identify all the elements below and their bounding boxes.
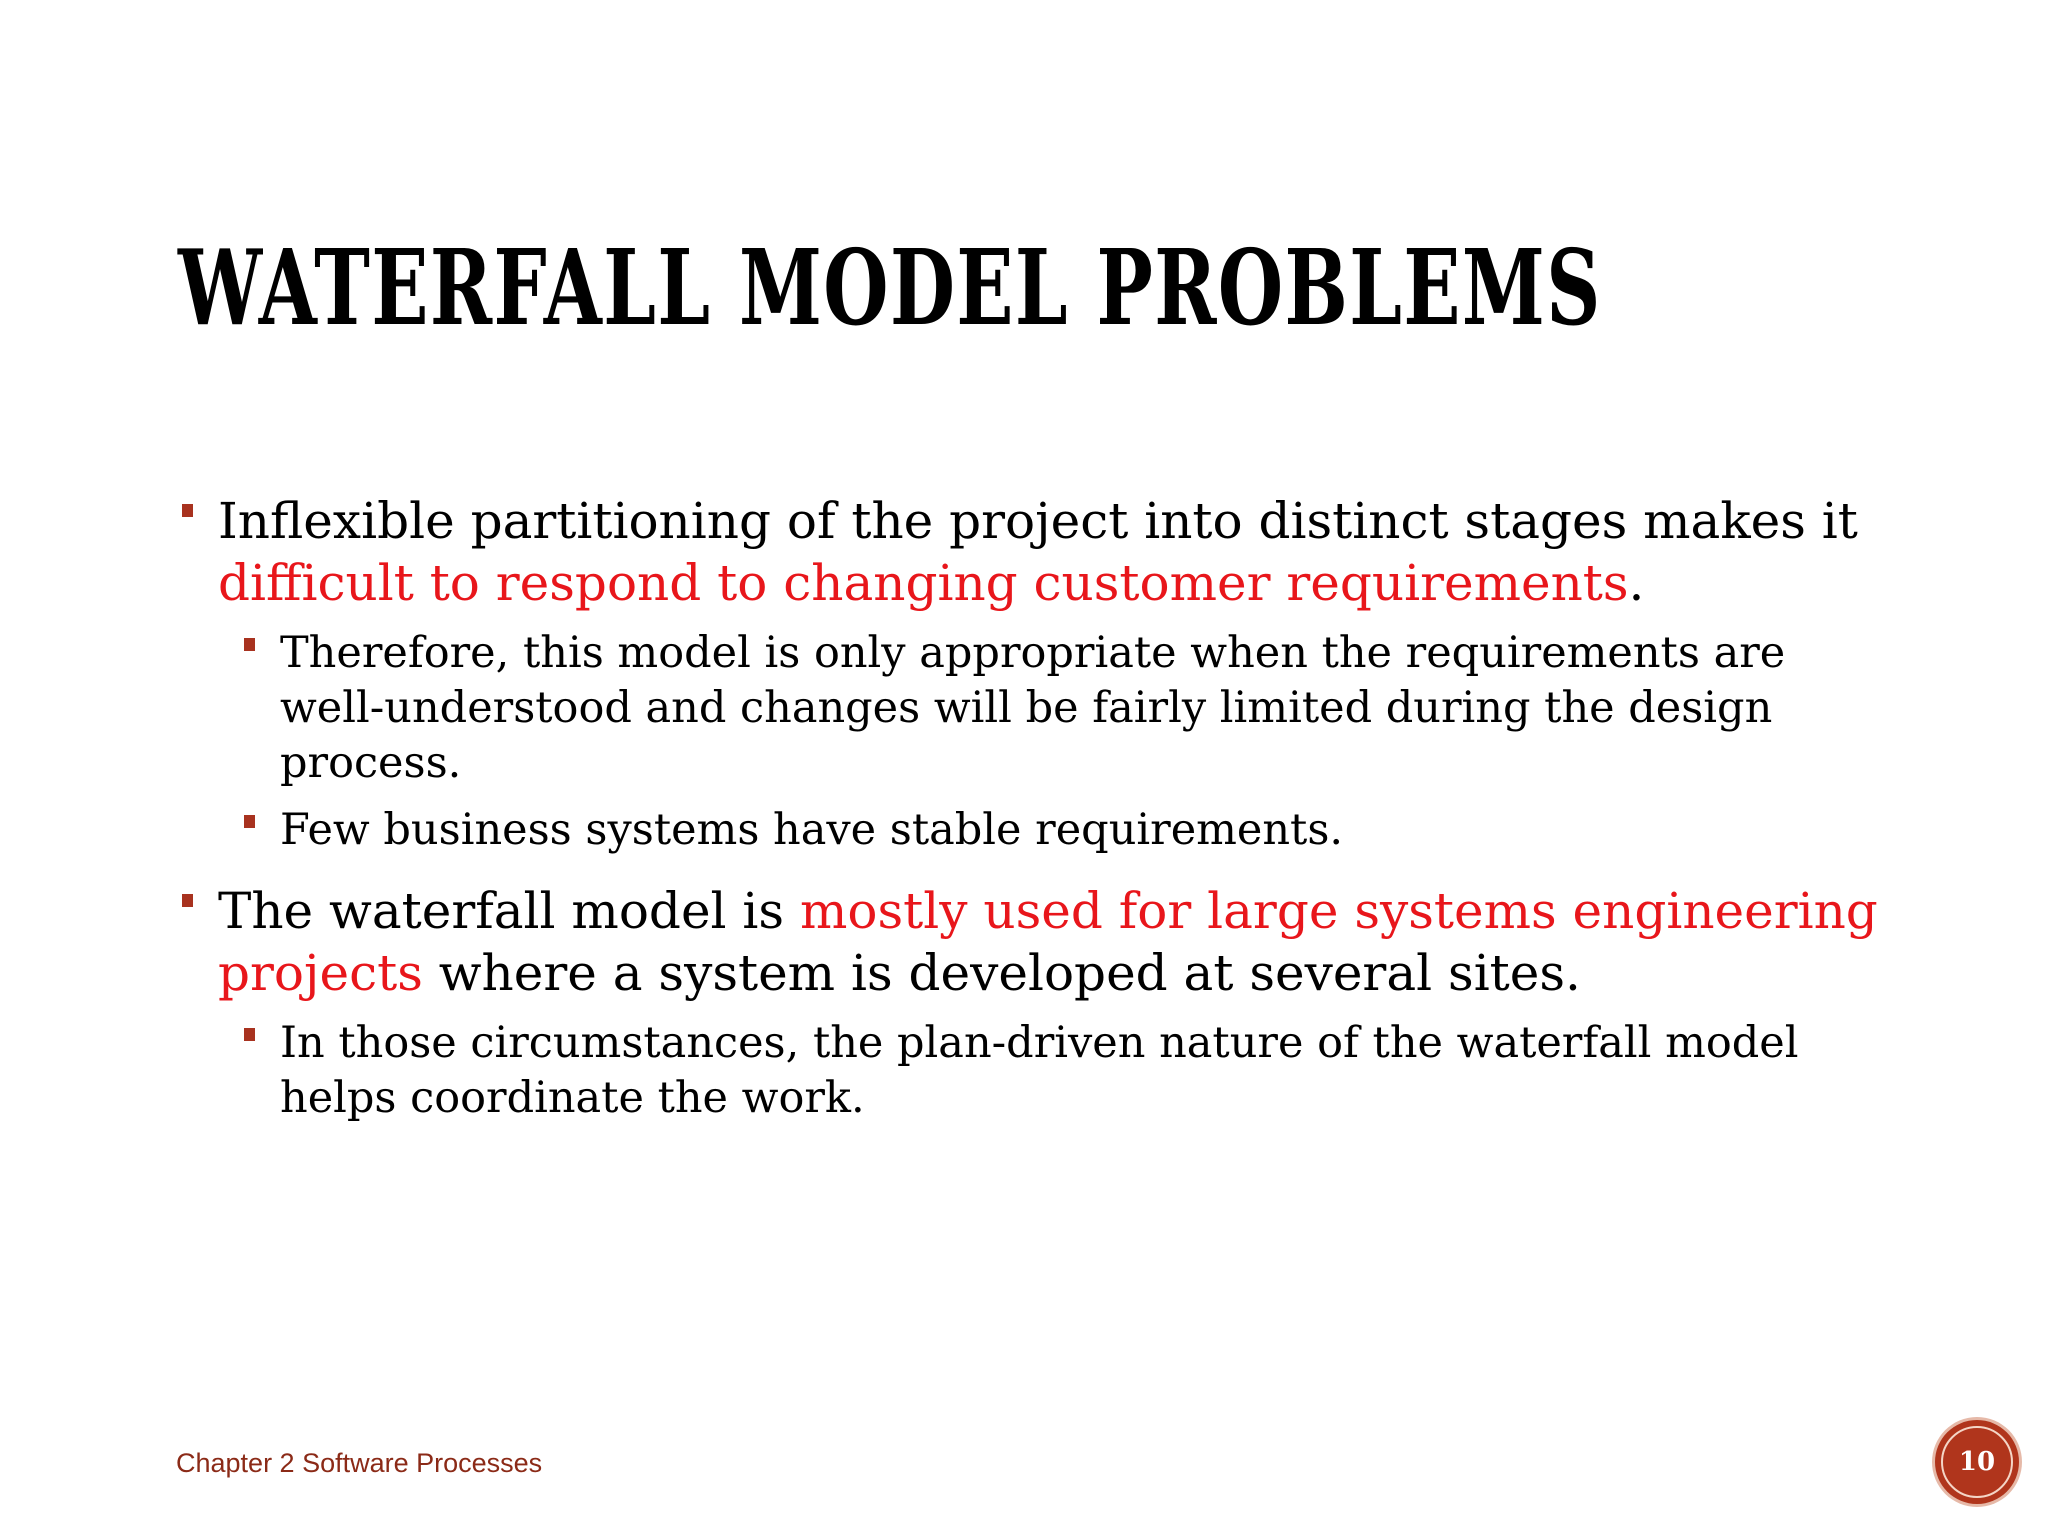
bullet-square-icon [182, 894, 193, 907]
bullet-2 [178, 880, 1878, 1004]
bullet-1-sub-1 [240, 626, 1878, 791]
bullet-2-highlight: mostly used for large systems engineering projects [218, 882, 1878, 1002]
bullet-2-sub-1-text: In those circumstances, the plan-driven nature of the waterfall model helps coordinate the work. [280, 1018, 1799, 1123]
bullet-1-sub-2-text: Few business systems have stable requirements. [280, 805, 1344, 855]
slide-content [178, 490, 1878, 1126]
bullet-1-sub-1-text: Therefore, this model is only appropriate when the requirements are well-understood and changes will be fairly limited during the design process. [280, 628, 1786, 788]
bullet-square-icon [244, 638, 255, 651]
slide-title: WATERFALL MODEL PROBLEMS [178, 226, 1602, 349]
bullet-1-text-start: Inflexible partitioning of the project into distinct stages makes it [218, 492, 1858, 550]
page-number-badge [1935, 1420, 2019, 1504]
page-number: 10 [1958, 1447, 1996, 1477]
bullet-1-text-end: . [1628, 554, 1645, 612]
bullet-square-icon [244, 1028, 255, 1041]
bullet-square-icon [244, 815, 255, 828]
bullet-1 [178, 490, 1878, 614]
bullet-1-sub-2 [240, 803, 1878, 858]
bullet-2-text-start: The waterfall model is [218, 882, 800, 940]
bullet-2-text-end: where a system is developed at several sites. [422, 944, 1581, 1002]
bullet-2-sub-1 [240, 1016, 1878, 1126]
slide-footer: Chapter 2 Software Processes [176, 1448, 543, 1478]
bullet-square-icon [182, 504, 193, 517]
bullet-1-highlight: difficult to respond to changing customer requirements [218, 554, 1629, 612]
